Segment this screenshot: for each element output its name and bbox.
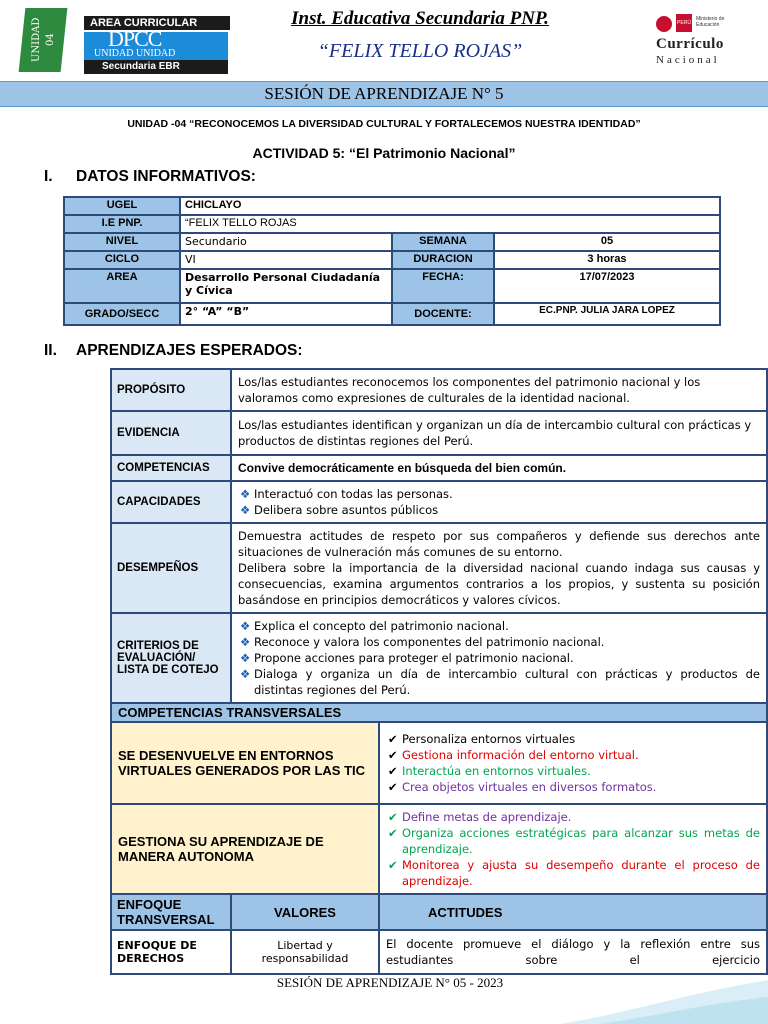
list-item: ❖ Reconoce y valora los componentes del patrimonio nacional. bbox=[240, 635, 605, 649]
list-item bbox=[386, 763, 760, 779]
docente-value: EC.PNP. JULIA JARA LOPEZ bbox=[494, 303, 720, 325]
table-row bbox=[111, 930, 767, 974]
check-icon: ✔ bbox=[388, 826, 398, 840]
duracion-label: DURACION bbox=[392, 251, 494, 269]
list-item-text: Personaliza entornos virtuales bbox=[402, 732, 576, 746]
curriculo-nacional-logo bbox=[652, 12, 762, 68]
check-icon: ✔ bbox=[388, 748, 398, 762]
criterio-text: Dialoga y organiza un día de intercambio cultural con prácticas y productos de distintas regiones del Perú. bbox=[254, 667, 760, 697]
table-row bbox=[111, 722, 767, 804]
capacidades-list bbox=[231, 481, 767, 523]
list-item bbox=[386, 747, 760, 763]
nivel-label: NIVEL bbox=[64, 233, 180, 251]
criterio-text: Reconoce y valora los componentes del patrimonio nacional. bbox=[254, 635, 605, 649]
footer-title: SESIÓN DE APRENDIZAJE N° 05 - 2023 bbox=[276, 975, 504, 990]
ugel-value: CHICLAYO bbox=[180, 197, 720, 215]
criterio-text: Explica el concepto del patrimonio nacional. bbox=[254, 619, 509, 633]
table-row bbox=[111, 523, 767, 613]
capacidades-label: CAPACIDADES bbox=[111, 481, 231, 523]
check-icon: ✔ bbox=[388, 780, 398, 794]
competencias-label: COMPETENCIAS bbox=[111, 455, 231, 481]
table-row bbox=[111, 804, 767, 894]
section-title: DATOS INFORMATIVOS: bbox=[76, 168, 256, 185]
table-row bbox=[111, 613, 767, 703]
session-title: SESIÓN DE APRENDIZAJE N° 5 bbox=[0, 81, 768, 107]
section-heading-1 bbox=[44, 168, 256, 186]
proposito-text: Los/las estudiantes reconocemos los componentes del patrimonio nacional y los valoramos como expresiones de culturales de la identidad nacional. bbox=[231, 369, 767, 411]
grado-value: 2° “A” “B” bbox=[180, 303, 392, 325]
institution-title: Inst. Educativa Secundaria PNP. bbox=[291, 8, 549, 29]
table-row bbox=[111, 411, 767, 455]
grado-label: GRADO/SECC bbox=[64, 303, 180, 325]
nivel-value: Secundario bbox=[180, 233, 392, 251]
section-heading-2 bbox=[44, 342, 303, 360]
ciclo-label: CICLO bbox=[64, 251, 180, 269]
desempenos-label: DESEMPEÑOS bbox=[111, 523, 231, 613]
list-item bbox=[386, 857, 760, 889]
list-item: ❖ Delibera sobre asuntos públicos bbox=[240, 503, 439, 517]
section-number: II. bbox=[44, 342, 57, 359]
ciclo-value: VI bbox=[180, 251, 392, 269]
list-item-text: Interactúa en entornos virtuales. bbox=[402, 764, 591, 778]
list-item: ❖ Dialoga y organiza un día de intercambio cultural con prácticas y productos de distintas regiones del Perú. bbox=[240, 667, 760, 697]
list-item: ❖ Explica el concepto del patrimonio nacional. bbox=[240, 619, 509, 633]
proposito-label: PROPÓSITO bbox=[111, 369, 231, 411]
school-name: “FELIX TELLO ROJAS” bbox=[317, 40, 523, 62]
ie-label: I.E PNP. bbox=[64, 215, 180, 233]
list-item: ❖ Interactuó con todas las personas. bbox=[240, 487, 453, 501]
table-row bbox=[64, 251, 720, 269]
criterios-list bbox=[231, 613, 767, 703]
desempenos-text bbox=[231, 523, 767, 613]
gestiona-list bbox=[379, 804, 767, 894]
nacional-label: Nacional bbox=[656, 54, 720, 66]
area-value: Desarrollo Personal Ciudadanía y Cívica bbox=[180, 269, 392, 303]
duracion-value: 3 horas bbox=[494, 251, 720, 269]
table-row bbox=[111, 455, 767, 481]
tic-list bbox=[379, 722, 767, 804]
fecha-value: 17/07/2023 bbox=[494, 269, 720, 303]
check-icon: ✔ bbox=[388, 732, 398, 746]
docente-label: DOCENTE: bbox=[392, 303, 494, 325]
list-item bbox=[386, 825, 760, 857]
competencias-transversales-label: COMPETENCIAS TRANSVERSALES bbox=[111, 703, 767, 722]
fecha-label: FECHA: bbox=[392, 269, 494, 303]
check-icon: ✔ bbox=[388, 810, 398, 824]
table-row bbox=[64, 303, 720, 325]
secundaria-label: Secundaria EBR bbox=[84, 60, 228, 74]
table-row bbox=[64, 269, 720, 303]
semana-label: SEMANA bbox=[392, 233, 494, 251]
curriculo-label: Currículo bbox=[656, 36, 724, 52]
table-row bbox=[111, 481, 767, 523]
enfoque-derechos: ENFOQUE DE DERECHOS bbox=[111, 930, 231, 974]
capacidad-text: Delibera sobre asuntos públicos bbox=[254, 503, 439, 517]
table-row bbox=[64, 215, 720, 233]
gestiona-label: GESTIONA SU APRENDIZAJE DE MANERA AUTONOMA bbox=[111, 804, 379, 894]
list-item bbox=[386, 779, 760, 795]
competencias-text: Convive democráticamente en búsqueda del bien común. bbox=[231, 455, 767, 481]
criterios-label: CRITERIOS DE EVALUACIÓN/ LISTA DE COTEJO bbox=[111, 613, 231, 703]
valores-header: VALORES bbox=[231, 894, 379, 930]
list-item-text: Crea objetos virtuales en diversos formatos. bbox=[402, 780, 657, 794]
list-item-text: Monitorea y ajusta su desempeño durante el proceso de aprendizaje. bbox=[402, 858, 760, 888]
table-row bbox=[111, 369, 767, 411]
unidad-label: UNIDAD 04 bbox=[31, 17, 56, 63]
list-item-text: Organiza acciones estratégicas para alcanzar sus metas de aprendizaje. bbox=[402, 826, 760, 856]
tic-label: SE DESENVUELVE EN ENTORNOS VIRTUALES GENERADOS POR LAS TIC bbox=[111, 722, 379, 804]
list-item-text: Gestiona información del entorno virtual. bbox=[402, 748, 639, 762]
semana-value: 05 bbox=[494, 233, 720, 251]
list-item bbox=[386, 731, 760, 747]
datos-table bbox=[63, 196, 721, 326]
check-icon: ✔ bbox=[388, 858, 398, 872]
evidencia-label: EVIDENCIA bbox=[111, 411, 231, 455]
table-row bbox=[64, 233, 720, 251]
list-item: ❖ Propone acciones para proteger el patrimonio nacional. bbox=[240, 651, 574, 665]
area-label: AREA bbox=[64, 269, 180, 303]
list-item-text: Define metas de aprendizaje. bbox=[402, 810, 572, 824]
actividad-title: ACTIVIDAD 5: “El Patrimonio Nacional” bbox=[252, 145, 516, 161]
section-number: I. bbox=[44, 168, 53, 185]
unidad-unidad-label: UNIDAD UNIDAD bbox=[94, 48, 176, 59]
criterio-text: Propone acciones para proteger el patrimonio nacional. bbox=[254, 651, 574, 665]
peru-flag-label: PERÚ bbox=[676, 14, 692, 32]
peru-seal-icon bbox=[656, 16, 672, 32]
ie-value: “FELIX TELLO ROJAS bbox=[180, 215, 720, 233]
unidad-line: UNIDAD -04 “RECONOCEMOS LA DIVERSIDAD CULTURAL Y FORTALECEMOS NUESTRA IDENTIDAD” bbox=[127, 118, 641, 130]
list-item bbox=[386, 809, 760, 825]
check-icon: ✔ bbox=[388, 764, 398, 778]
ugel-label: UGEL bbox=[64, 197, 180, 215]
table-row bbox=[111, 894, 767, 930]
table-row bbox=[111, 703, 767, 722]
dpcc-label: DPCC bbox=[108, 26, 162, 51]
unit-badge bbox=[22, 8, 227, 72]
valor-text: Libertad y responsabilidad bbox=[231, 930, 379, 974]
enfoque-transversal-header: ENFOQUE TRANSVERSAL bbox=[111, 894, 231, 930]
area-curricular-label: AREA CURRICULAR bbox=[84, 16, 230, 30]
footer-wave-decoration bbox=[560, 975, 768, 1024]
actitudes-header: ACTITUDES bbox=[379, 894, 767, 930]
desempeno-paragraph: Demuestra actitudes de respeto por sus compañeros y defiende sus derechos ante situaciones de vulneración más comunes de su entorno. bbox=[238, 529, 760, 559]
capacidad-text: Interactuó con todas las personas. bbox=[254, 487, 453, 501]
table-row bbox=[64, 197, 720, 215]
ministry-label: Ministerio de Educación bbox=[696, 16, 725, 28]
actitud-text: El docente promueve el diálogo y la reflexión entre sus estudiantes sobre el ejercicio bbox=[379, 930, 767, 974]
evidencia-text: Los/las estudiantes identifican y organizan un día de intercambio cultural con prácticas y productos de distintas regiones del Perú. bbox=[231, 411, 767, 455]
section-title: APRENDIZAJES ESPERADOS: bbox=[76, 342, 303, 359]
aprendizajes-table bbox=[110, 368, 768, 975]
desempeno-paragraph: Delibera sobre la importancia de la diversidad nacional cuando indaga sus causas y consecuencias, examina argumentos contrarios a los propios, y sustenta su posición basándose en principios democráticos y valores cívicos. bbox=[238, 561, 760, 607]
